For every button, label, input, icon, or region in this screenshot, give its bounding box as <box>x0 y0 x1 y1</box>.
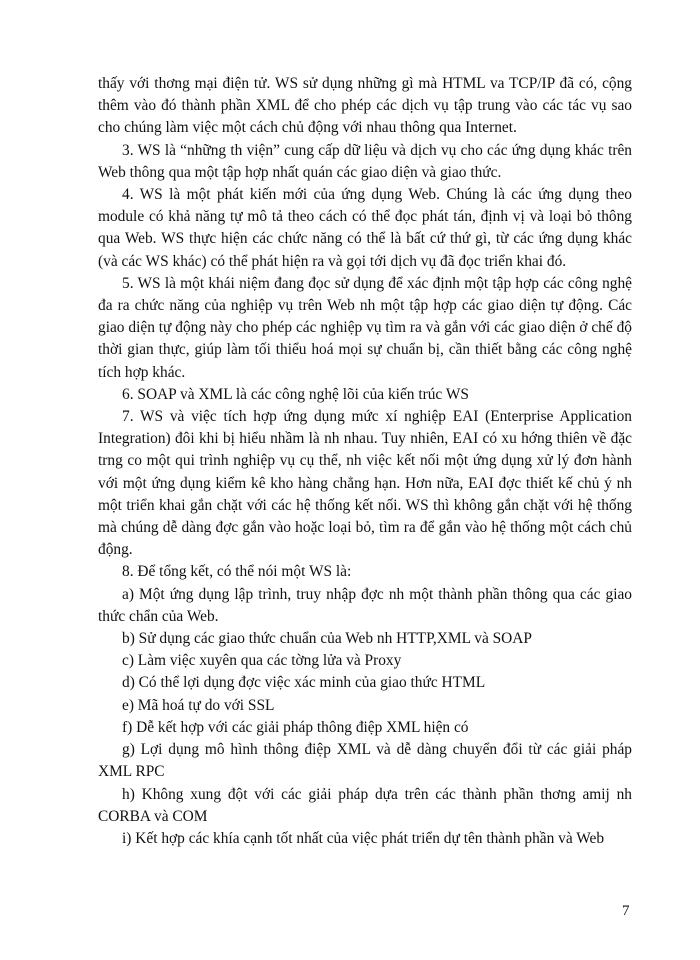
list-item-i: i) Kết hợp các khía cạnh tốt nhất của việc phát triển dự tên thành phần và Web <box>122 829 605 847</box>
list-item-c: c) Làm việc xuyên qua các tờng lửa và Proxy <box>122 652 402 670</box>
list-item-b: b) Sử dụng các giao thức chuẩn của Web nh HTTP,XML và SOAP <box>122 630 532 648</box>
paragraph-continuation: thấy với thơng mại điện tử. WS sử dụng những gì mà HTML va TCP/IP đã có, cộng thêm vào đó thành phần XML để cho phép các dịch vụ tập trung vào các tác vụ sao cho chúng làm việc một cách chủ động với nhau thông qua Internet. <box>98 75 632 137</box>
page-number: 7 <box>622 903 630 919</box>
body-text <box>98 73 632 850</box>
list-item-f: f) Dễ kết hợp với các giải pháp thông điệp XML hiện có <box>122 718 469 736</box>
list-item-g: g) Lợi dụng mô hình thông điệp XML và dễ dàng chuyển đổi từ các giải pháp XML RPC <box>98 741 632 781</box>
list-item-e: e) Mã hoá tự do với SSL <box>122 696 275 714</box>
paragraph-point-3: 3. WS là “những th viện” cung cấp dữ liệu và dịch vụ cho các ứng dụng khác trên Web thông qua một tập hợp nhất quán các giao diện và giao thức. <box>98 141 632 181</box>
list-item-d: d) Có thể lợi dụng đợc việc xác minh của giao thức HTML <box>122 674 486 692</box>
paragraph-point-7: 7. WS và việc tích hợp ứng dụng mức xí nghiệp EAI (Enterprise Application Integration) đôi khi bị hiểu nhầm là nh nhau. Tuy nhiên, EAI có xu hớng thiên về đặc trng co một qui trình nghiệp vụ cụ thể, nh việc kết nối một ứng dụng xử lý đơn hành với một ứng dụng kiểm kê kho hàng chẳng hạn. Hơn nữa, EAI đợc thiết kế chủ ý nh một triển khai gắn chặt với các hệ thống kết nối. WS thì không gắn chặt với hệ thống mà chúng dễ dàng đợc gắn vào hoặc loại bỏ, tìm ra để gắn vào hệ thống một cách chủ động. <box>98 408 632 559</box>
list-item-h: h) Không xung đột với các giải pháp dựa trên các thành phần thơng amij nh CORBA và COM <box>98 785 632 825</box>
list-item-a: a) Một ứng dụng lập trình, truy nhập đợc nh một thành phần thông qua các giao thức chẩn của Web. <box>98 585 632 625</box>
paragraph-point-4: 4. WS là một phát kiến mới của ứng dụng Web. Chúng là các ứng dụng theo module có khả năng tự mô tả theo cách có thể đọc phát tán, định vị và loại bỏ thông qua Web. WS thực hiện các chức năng có thể là bất cứ thứ gì, từ các ứng dụng khác (và các WS khác) có thể phát hiện ra và gọi tới dịch vụ đã đọc triển khai đó. <box>98 186 632 270</box>
paragraph-point-5: 5. WS là một khái niệm đang đọc sử dụng để xác định một tập hợp các công nghệ đa ra chức năng của nghiệp vụ trên Web nh một tập hợp các giao diện tự động. Các giao diện tự động này cho phép các nghiệp vụ tìm ra và gắn với các giao diện ở chế độ thời gian thực, giúp làm tối thiểu hoá mọi sự chuẩn bị, cần thiết bằng các công nghệ tích hợp khác. <box>98 274 632 381</box>
paragraph-point-8: 8. Để tổng kết, có thể nói một WS là: <box>122 563 352 581</box>
paragraph-point-6: 6. SOAP và XML là các công nghệ lõi của kiến trúc WS <box>122 385 469 403</box>
